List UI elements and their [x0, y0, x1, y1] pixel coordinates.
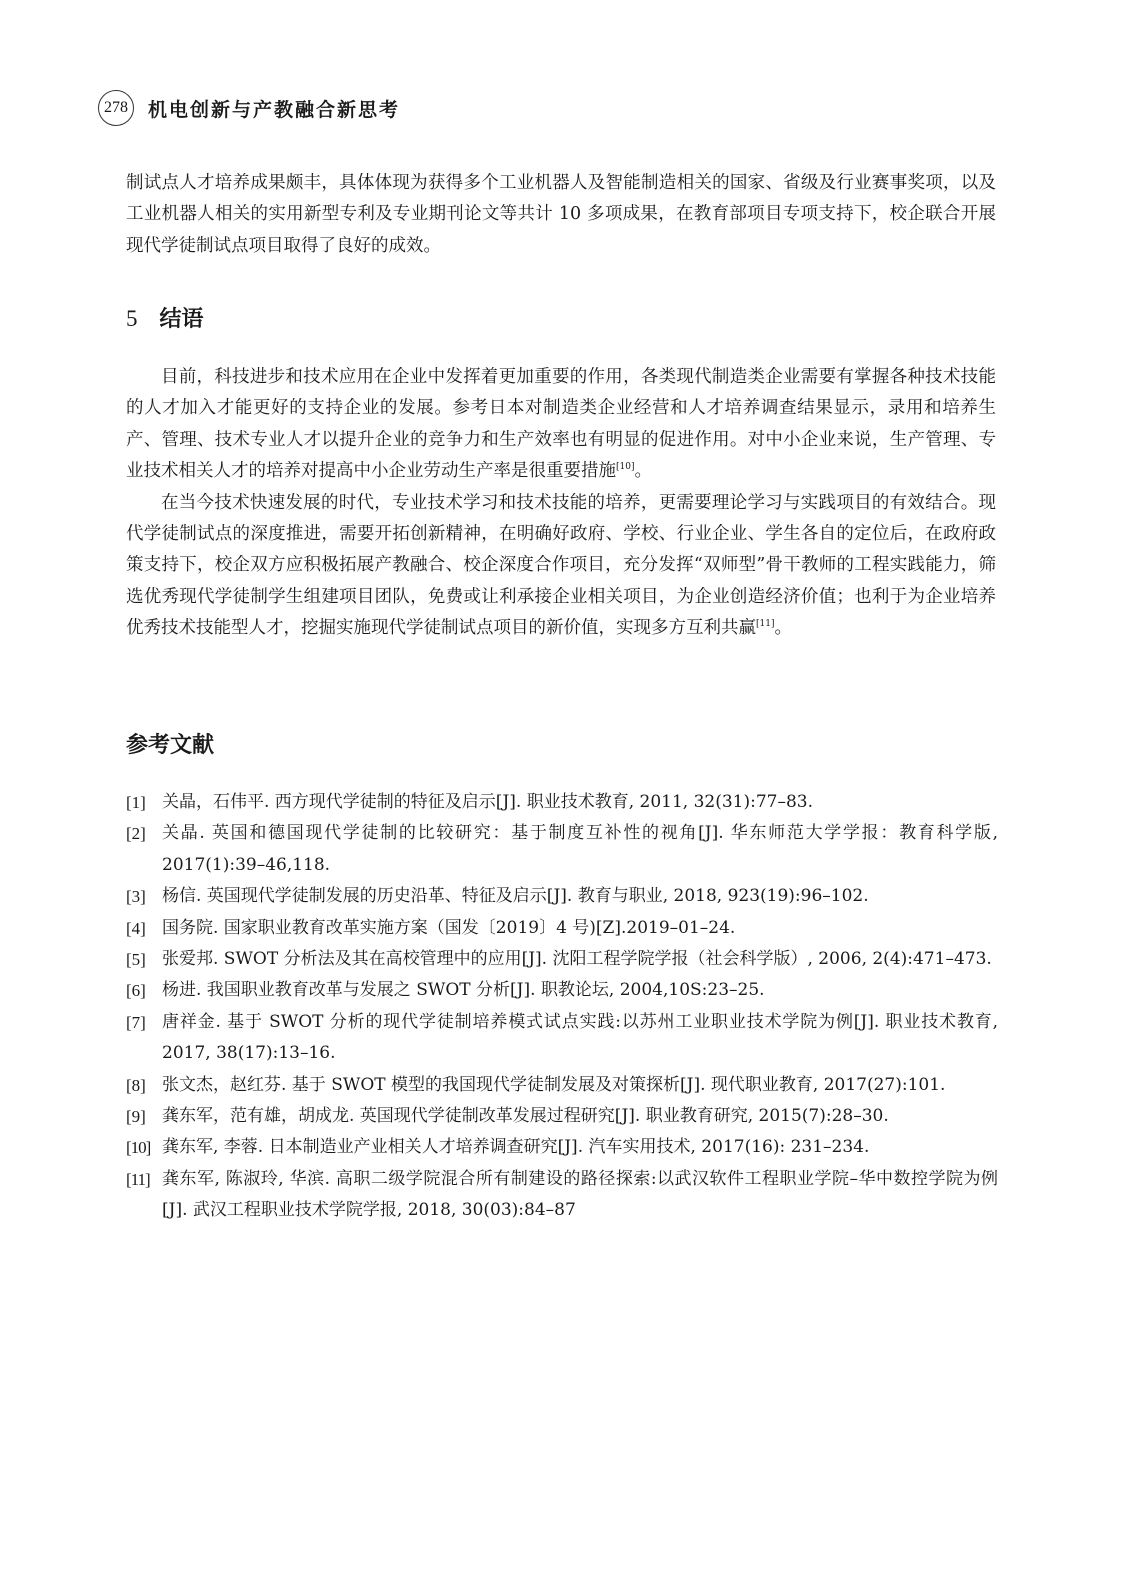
section-title: 结语	[159, 307, 204, 332]
section-number: 5	[126, 306, 138, 331]
reference-item	[126, 1101, 998, 1132]
reference-item	[126, 975, 998, 1006]
intro-paragraph-block	[126, 168, 996, 262]
reference-label: [11]	[126, 1169, 150, 1189]
reference-label: [8]	[126, 1075, 146, 1095]
citation-marker: [10]	[616, 462, 635, 473]
reference-text: 张爱邦. SWOT 分析法及其在高校管理中的应用[J]. 沈阳工程学院学报（社会科学版）, 2006, 2(4):471–473.	[162, 949, 992, 970]
conclusion-paragraph-2	[126, 488, 996, 645]
citation-marker: [11]	[756, 619, 775, 630]
references-heading: 参考文献	[126, 733, 215, 758]
reference-label: [7]	[126, 1012, 146, 1032]
reference-text: 杨信. 英国现代学徒制发展的历史沿革、特征及启示[J]. 教育与职业, 2018, 923(19):96–102.	[162, 886, 869, 907]
book-title: 机电创新与产教融合新思考	[148, 98, 401, 121]
reference-label: [9]	[126, 1107, 146, 1127]
reference-item	[126, 881, 998, 912]
reference-label: [5]	[126, 950, 146, 970]
reference-text: 杨进. 我国职业教育改革与发展之 SWOT 分析[J]. 职教论坛, 2004,10S:23–25.	[162, 980, 765, 1001]
reference-item	[126, 913, 998, 944]
reference-item	[126, 1164, 998, 1227]
intro-paragraph: 制试点人才培养成果颇丰，具体体现为获得多个工业机器人及智能制造相关的国家、省级及行业赛事奖项，以及工业机器人相关的实用新型专利及专业期刊论文等共计 10 多项成果，在教育部项目专项支持下，校企联合开展现代学徒制试点项目取得了良好的成效。	[126, 173, 996, 256]
reference-item	[126, 944, 998, 975]
reference-label: [4]	[126, 918, 146, 938]
reference-text: 张文杰，赵红芬. 基于 SWOT 模型的我国现代学徒制发展及对策探析[J]. 现代职业教育, 2017(27):101.	[162, 1074, 946, 1095]
reference-label: [3]	[126, 887, 146, 907]
reference-text: 龚东军, 陈淑玲, 华滨. 高职二级学院混合所有制建设的路径探索:以武汉软件工程职业学院–华中数控学院为例[J]. 武汉工程职业技术学院学报, 2018, 30(03):84–87	[162, 1168, 998, 1221]
reference-item	[126, 818, 998, 881]
reference-item	[126, 1070, 998, 1101]
conclusion-body	[126, 362, 996, 645]
paragraph-text: 在当今技术快速发展的时代，专业技术学习和技术技能的培养，更需要理论学习与实践项目的有效结合。现代学徒制试点的深度推进，需要开拓创新精神，在明确好政府、学校、行业企业、学生各自的定位后，在政府政策支持下，校企双方应积极拓展产教融合、校企深度合作项目，充分发挥“双师型”骨干教师的工程实践能力，筛选优秀现代学徒制学生组建项目团队，免费或让利承接企业相关项目，为企业创造经济价值；也利于为企业培养优秀技术技能型人才，挖掘实施现代学徒制试点项目的新价值，实现多方互利共赢	[126, 492, 996, 639]
reference-label: [10]	[126, 1138, 151, 1158]
reference-label: [2]	[126, 824, 146, 844]
reference-item	[126, 1007, 998, 1070]
reference-text: 关晶. 英国和德国现代学徒制的比较研究：基于制度互补性的视角[J]. 华东师范大学学报：教育科学版, 2017(1):39–46,118.	[162, 823, 998, 875]
running-head	[98, 88, 400, 128]
reference-text: 国务院. 国家职业教育改革实施方案（国发〔2019〕4 号)[Z].2019–01–24.	[162, 917, 736, 938]
paragraph-end: 。	[774, 618, 792, 639]
conclusion-paragraph-1	[126, 362, 996, 488]
reference-list	[126, 787, 998, 1227]
reference-text: 龚东军，范有雄，胡成龙. 英国现代学徒制改革发展过程研究[J]. 职业教育研究, 2015(7):28–30.	[162, 1106, 889, 1127]
reference-item	[126, 1132, 998, 1163]
page-number: 278	[98, 90, 134, 126]
reference-text: 龚东军, 李蓉. 日本制造业产业相关人才培养调查研究[J]. 汽车实用技术, 2017(16): 231–234.	[162, 1137, 870, 1158]
reference-label: [1]	[126, 793, 146, 812]
reference-text: 唐祥金. 基于 SWOT 分析的现代学徒制培养模式试点实践:以苏州工业职业技术学院为例[J]. 职业技术教育, 2017, 38(17):13–16.	[162, 1011, 998, 1064]
reference-text: 关晶，石伟平. 西方现代学徒制的特征及启示[J]. 职业技术教育, 2011, 32(31):77–83.	[162, 792, 813, 812]
section-heading-conclusion	[126, 302, 204, 333]
reference-item	[126, 787, 998, 818]
reference-label: [6]	[126, 981, 146, 1001]
paragraph-text: 目前，科技进步和技术应用在企业中发挥着更加重要的作用，各类现代制造类企业需要有掌握各种技术技能的人才加入才能更好的支持企业的发展。参考日本对制造类企业经营和人才培养调查结果显示，录用和培养生产、管理、技术专业人才以提升企业的竞争力和生产效率也有明显的促进作用。对中小企业来说，生产管理、专业技术相关人才的培养对提高中小企业劳动生产率是很重要措施	[126, 367, 996, 482]
paragraph-end: 。	[634, 461, 652, 482]
